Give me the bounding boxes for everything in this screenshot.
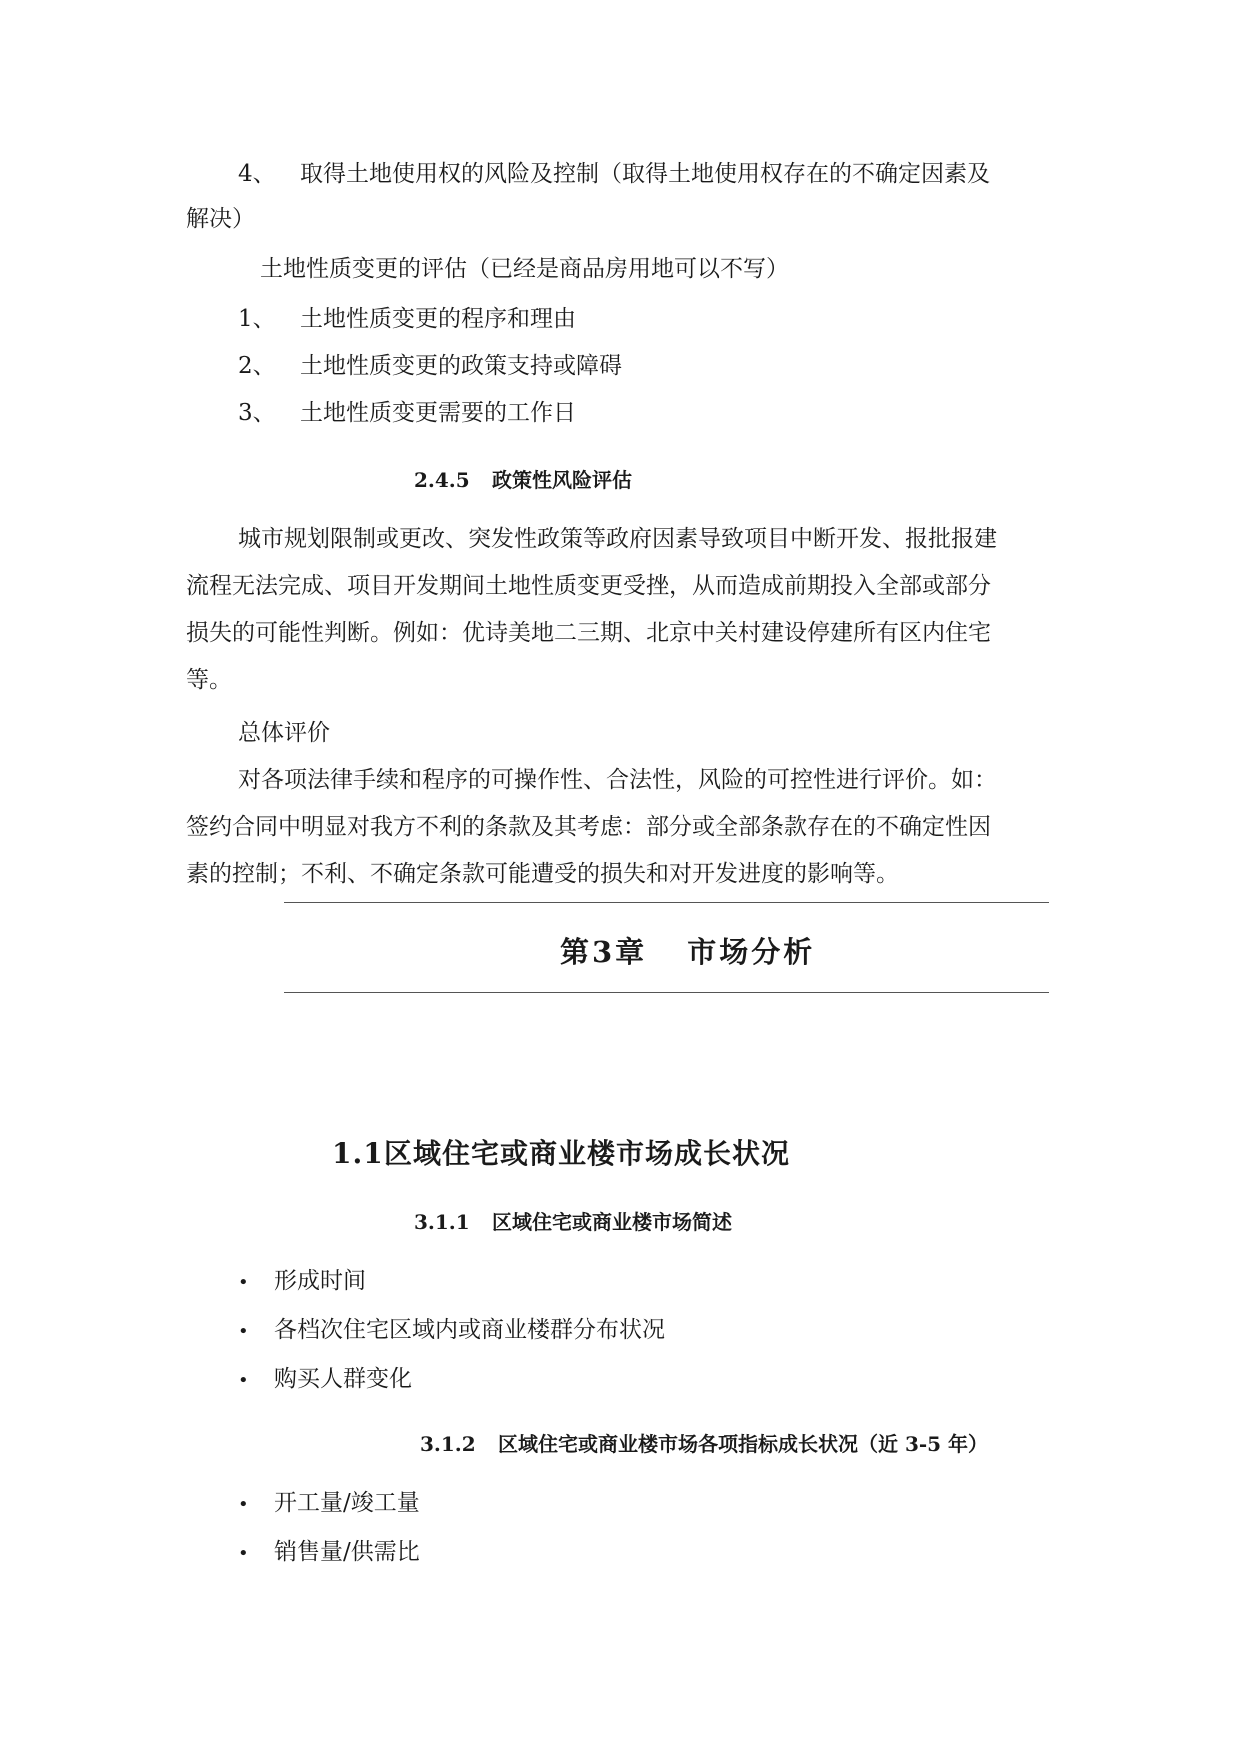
list-item	[238, 398, 576, 428]
chapter-heading	[560, 930, 815, 971]
bullet-item	[238, 1266, 366, 1298]
bullet-icon: •	[238, 1494, 249, 1515]
chapter-title: 市场分析	[687, 935, 816, 969]
list-item-text: 取得土地使用权的风险及控制（取得土地使用权存在的不确定因素及	[300, 161, 990, 187]
section-heading-1-1	[332, 1132, 790, 1172]
paragraph-line: 城市规划限制或更改、突发性政策等政府因素导致项目中断开发、报批报建	[238, 526, 997, 552]
section-title: 区域住宅或商业楼市场各项指标成长状况（近 3-5 年）	[498, 1432, 989, 1456]
list-item-number: 4、	[238, 161, 276, 187]
paragraph-line: 流程无法完成、项目开发期间土地性质变更受挫，从而造成前期投入全部或部分	[186, 573, 991, 599]
list-item-number: 2、	[238, 353, 276, 379]
section-number: 2.4.5	[414, 468, 470, 492]
section-number: 3.1.2	[420, 1432, 476, 1456]
section-title: 区域住宅或商业楼市场简述	[492, 1210, 732, 1234]
overall-evaluation-title: 总体评价	[238, 720, 330, 746]
bullet-text: 各档次住宅区域内或商业楼群分布状况	[274, 1317, 665, 1343]
list-item-number: 3、	[238, 400, 276, 426]
chapter-top-rule	[284, 902, 1049, 903]
bullet-text: 形成时间	[274, 1268, 366, 1294]
list-item	[238, 351, 622, 381]
bullet-item	[238, 1315, 665, 1347]
list-item-continuation: 解决）	[186, 206, 255, 232]
bullet-icon: •	[238, 1370, 249, 1391]
section-title: 区域住宅或商业楼市场成长状况	[384, 1137, 791, 1170]
bullet-icon: •	[238, 1321, 249, 1342]
paragraph-line: 损失的可能性判断。例如：优诗美地二三期、北京中关村建设停建所有区内住宅	[186, 620, 991, 646]
bullet-icon: •	[238, 1272, 249, 1293]
list-item	[238, 159, 990, 189]
list-item-text: 土地性质变更的程序和理由	[300, 306, 576, 332]
section-title: 政策性风险评估	[492, 468, 632, 492]
bullet-text: 销售量/供需比	[274, 1539, 420, 1565]
section-heading-3-1-1	[414, 1208, 732, 1236]
bullet-item	[238, 1364, 412, 1396]
bullet-icon: •	[238, 1543, 249, 1564]
list-item-number: 1、	[238, 306, 276, 332]
chapter-bottom-rule	[284, 992, 1049, 993]
paragraph-line: 对各项法律手续和程序的可操作性、合法性，风险的可控性进行评价。如：	[238, 767, 997, 793]
paragraph-line: 素的控制；不利、不确定条款可能遭受的损失和对开发进度的影响等。	[186, 861, 899, 887]
paragraph-line: 签约合同中明显对我方不利的条款及其考虑：部分或全部条款存在的不确定性因	[186, 814, 991, 840]
section-number: 3.1.1	[414, 1210, 470, 1234]
bullet-item	[238, 1488, 420, 1520]
list-item-text: 土地性质变更的政策支持或障碍	[300, 353, 622, 379]
list-item	[238, 304, 576, 334]
paragraph-line: 等。	[186, 667, 232, 693]
bullet-item	[238, 1537, 420, 1569]
bullet-text: 购买人群变化	[274, 1366, 412, 1392]
list-item-text: 土地性质变更需要的工作日	[300, 400, 576, 426]
subsection-title: 土地性质变更的评估（已经是商品房用地可以不写）	[260, 256, 789, 282]
bullet-text: 开工量/竣工量	[274, 1490, 420, 1516]
chapter-label: 第3章	[560, 935, 648, 969]
section-heading-2-4-5	[414, 466, 632, 494]
section-heading-3-1-2	[420, 1430, 988, 1458]
section-number: 1.1	[332, 1137, 384, 1170]
